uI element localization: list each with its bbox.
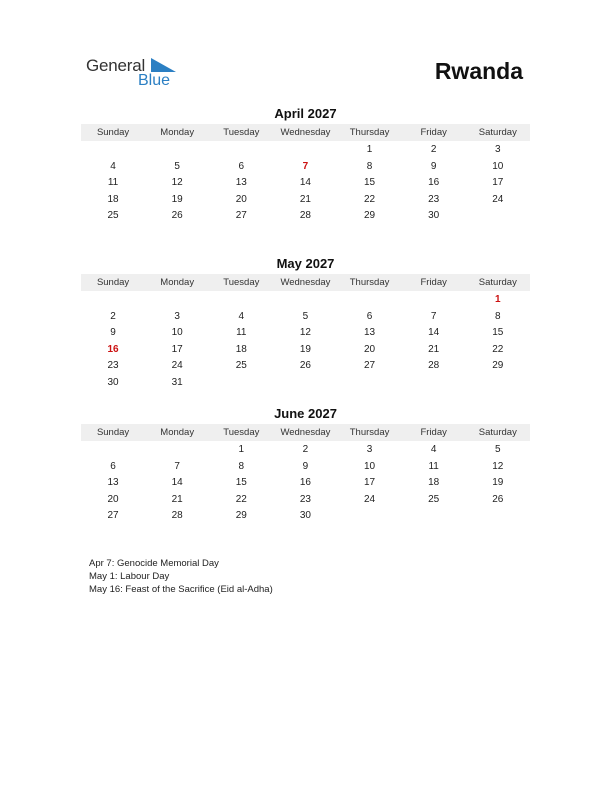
weekday-header: Tuesday — [223, 427, 260, 438]
day-cell: 21 — [171, 493, 183, 505]
day-cell: 4 — [430, 444, 437, 455]
day-cell: 23 — [299, 493, 311, 505]
day-cell: 23 — [428, 193, 440, 205]
day-cell: 17 — [171, 343, 183, 355]
day-cell: 3 — [495, 144, 501, 155]
day-cell: 2 — [302, 444, 309, 455]
day-cell: 26 — [492, 493, 504, 505]
week-row — [81, 309, 530, 326]
day-cell: 11 — [107, 177, 119, 188]
day-cell: 20 — [364, 343, 376, 355]
day-cell: 30 — [107, 376, 119, 388]
day-cell: 11 — [236, 327, 247, 338]
month-title: May 2027 — [276, 256, 335, 271]
day-cell: 13 — [107, 477, 119, 488]
logo-text-general: General — [86, 56, 146, 75]
day-cell: 27 — [107, 510, 119, 521]
day-cell — [402, 375, 466, 392]
day-cell: 15 — [492, 327, 504, 338]
weekday-header-row — [81, 424, 530, 441]
holiday-day-cell: 1 — [495, 294, 501, 305]
day-cell: 10 — [171, 327, 183, 338]
day-cell: 25 — [107, 210, 119, 221]
day-cell — [273, 375, 337, 392]
day-cell — [81, 292, 145, 309]
day-cell: 26 — [299, 360, 311, 371]
day-cell: 14 — [428, 327, 440, 338]
day-cell: 21 — [299, 193, 311, 205]
generalblue-logo — [86, 56, 186, 92]
day-cell: 21 — [428, 343, 440, 355]
weekday-header: Saturday — [478, 127, 517, 138]
day-cell — [338, 508, 402, 525]
day-cell: 10 — [492, 160, 504, 172]
weekday-header: Wednesday — [280, 277, 331, 288]
weekday-header-row — [81, 124, 530, 141]
day-cell: 17 — [364, 477, 376, 488]
weekday-header: Sunday — [96, 127, 130, 138]
week-row — [81, 508, 530, 525]
day-cell: 5 — [174, 160, 180, 172]
week-row — [81, 475, 530, 492]
day-cell: 18 — [235, 343, 247, 355]
holiday-note: Apr 7: Genocide Memorial Day — [89, 558, 219, 569]
country-title: Rwanda — [434, 58, 523, 84]
day-cell: 27 — [364, 360, 376, 371]
day-cell: 12 — [492, 460, 504, 472]
day-cell: 14 — [171, 477, 183, 488]
day-cell: 12 — [299, 327, 311, 338]
week-row — [81, 492, 530, 509]
day-cell: 5 — [302, 310, 309, 322]
weekday-header: Wednesday — [280, 427, 331, 438]
week-row — [81, 142, 530, 159]
day-cell: 24 — [171, 360, 183, 371]
day-cell: 18 — [428, 477, 440, 488]
day-cell: 19 — [492, 477, 504, 488]
day-cell — [466, 508, 530, 525]
week-row — [81, 358, 530, 375]
week-row — [81, 325, 530, 342]
month-calendar — [81, 106, 530, 225]
day-cell: 1 — [238, 444, 245, 455]
day-cell: 7 — [430, 310, 437, 322]
logo-flag-icon — [151, 58, 176, 72]
weekday-header: Friday — [420, 277, 447, 288]
weekday-header: Thursday — [349, 127, 390, 138]
day-cell — [145, 292, 209, 309]
day-cell: 11 — [428, 460, 439, 472]
day-cell: 12 — [171, 177, 183, 188]
holiday-note: May 16: Feast of the Sacrifice (Eid al-Adha) — [89, 584, 273, 595]
day-cell: 19 — [299, 343, 311, 355]
day-cell — [273, 142, 337, 159]
day-cell: 28 — [171, 510, 183, 521]
day-cell: 20 — [107, 493, 119, 505]
holiday-note: May 1: Labour Day — [89, 571, 170, 582]
day-cell: 25 — [428, 493, 440, 505]
weekday-header: Tuesday — [223, 127, 260, 138]
day-cell: 16 — [299, 477, 311, 488]
day-cell — [145, 142, 209, 159]
day-cell — [81, 142, 145, 159]
month-title: April 2027 — [274, 106, 337, 121]
weekday-header-row — [81, 274, 530, 291]
weekday-header: Sunday — [96, 427, 130, 438]
day-cell — [466, 208, 530, 225]
day-cell: 24 — [492, 193, 504, 205]
weekday-header: Saturday — [478, 277, 517, 288]
day-cell: 28 — [428, 360, 440, 371]
week-row — [81, 292, 530, 309]
weekday-header: Tuesday — [223, 277, 260, 288]
week-row — [81, 208, 530, 225]
day-cell: 24 — [364, 493, 376, 505]
day-cell: 4 — [238, 310, 245, 322]
weekday-header: Monday — [160, 277, 195, 288]
weekday-header: Wednesday — [280, 127, 331, 138]
week-row — [81, 175, 530, 192]
weekday-header: Sunday — [96, 277, 130, 288]
weekday-header: Thursday — [349, 277, 390, 288]
day-cell: 26 — [171, 210, 183, 221]
day-cell: 18 — [107, 193, 119, 205]
day-cell: 6 — [366, 310, 373, 322]
weekday-header: Monday — [160, 127, 195, 138]
day-cell: 1 — [366, 144, 373, 155]
weekday-header: Saturday — [478, 427, 517, 438]
day-cell: 22 — [364, 193, 376, 205]
day-cell: 2 — [110, 310, 116, 322]
day-cell: 30 — [428, 210, 440, 221]
week-row — [81, 192, 530, 209]
day-cell: 16 — [428, 177, 440, 188]
week-row — [81, 342, 530, 359]
day-cell: 9 — [302, 460, 309, 472]
day-cell: 2 — [430, 144, 437, 155]
day-cell: 7 — [174, 460, 180, 472]
day-cell — [81, 442, 145, 459]
week-row — [81, 159, 530, 176]
holiday-day-cell: 16 — [107, 343, 119, 355]
day-cell: 9 — [110, 327, 116, 338]
month-title: June 2027 — [274, 406, 337, 421]
day-cell: 14 — [299, 177, 311, 188]
day-cell — [338, 292, 402, 309]
holiday-notes — [89, 557, 273, 596]
day-cell: 25 — [235, 360, 247, 371]
day-cell — [209, 292, 273, 309]
day-cell: 30 — [299, 510, 311, 521]
day-cell: 15 — [235, 477, 247, 488]
day-cell: 17 — [492, 177, 504, 188]
day-cell: 4 — [110, 160, 116, 172]
day-cell: 6 — [110, 460, 116, 472]
day-cell: 22 — [492, 343, 504, 355]
month-calendar — [81, 406, 530, 525]
week-row — [81, 459, 530, 476]
day-cell: 6 — [238, 160, 245, 172]
day-cell: 19 — [171, 193, 183, 205]
logo-text-blue: Blue — [138, 72, 171, 89]
day-cell: 13 — [364, 327, 376, 338]
day-cell — [402, 292, 466, 309]
day-cell: 9 — [430, 160, 437, 172]
week-row — [81, 442, 530, 459]
day-cell: 28 — [299, 210, 311, 221]
day-cell: 10 — [364, 460, 376, 472]
day-cell: 29 — [492, 360, 504, 371]
day-cell: 23 — [107, 360, 119, 371]
weekday-header: Thursday — [349, 427, 390, 438]
day-cell: 3 — [366, 444, 373, 455]
day-cell — [466, 375, 530, 392]
day-cell: 20 — [235, 193, 247, 205]
day-cell: 29 — [364, 210, 376, 221]
day-cell — [145, 442, 209, 459]
day-cell: 8 — [366, 160, 373, 172]
weekday-header: Friday — [420, 127, 447, 138]
weekday-header: Friday — [420, 427, 447, 438]
month-calendar — [81, 256, 530, 391]
day-cell — [273, 292, 337, 309]
day-cell: 22 — [235, 493, 247, 505]
day-cell: 3 — [174, 310, 180, 322]
day-cell: 15 — [364, 177, 376, 188]
week-row — [81, 375, 530, 392]
day-cell: 5 — [495, 444, 501, 455]
day-cell: 8 — [238, 460, 245, 472]
day-cell: 29 — [235, 510, 247, 521]
weekday-header: Monday — [160, 427, 195, 438]
holiday-day-cell: 7 — [302, 160, 309, 172]
day-cell: 13 — [235, 177, 247, 188]
day-cell — [209, 375, 273, 392]
day-cell: 27 — [235, 210, 247, 221]
day-cell — [209, 142, 273, 159]
day-cell — [338, 375, 402, 392]
day-cell — [402, 508, 466, 525]
day-cell: 31 — [171, 376, 183, 388]
day-cell: 8 — [495, 310, 501, 322]
